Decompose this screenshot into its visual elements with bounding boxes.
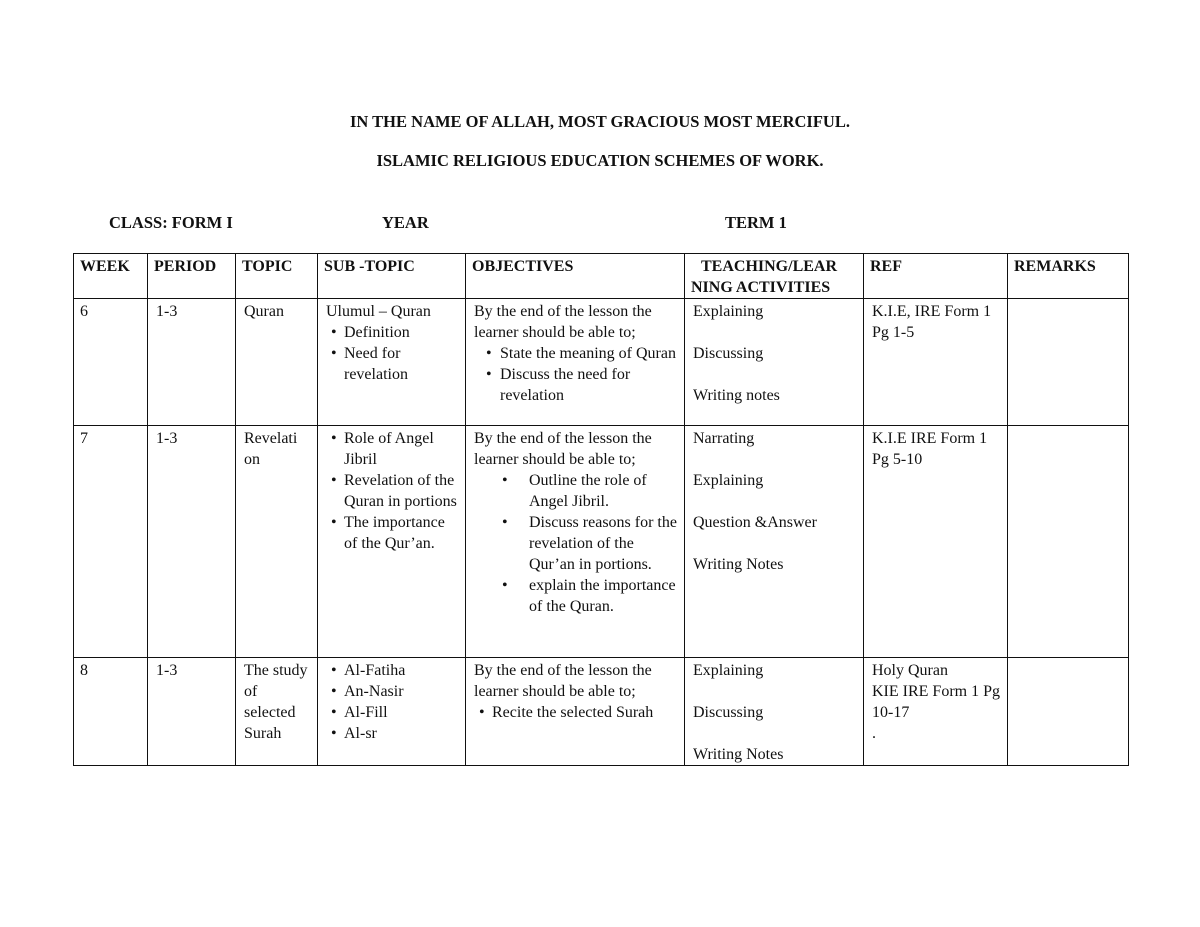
table-row — [74, 299, 1129, 426]
cell-period: 1-3 — [148, 658, 236, 766]
list-item: • Al-sr — [326, 723, 459, 744]
activity-item: Discussing — [693, 704, 764, 721]
list-item: • Definition — [326, 322, 459, 343]
cell-period: 1-3 — [148, 426, 236, 658]
objectives-intro: By the end of the lesson the learner should be able to; — [474, 430, 652, 468]
list-item: • Revelation of the Quran in portions — [326, 470, 459, 512]
header-topic: TOPIC — [236, 254, 318, 299]
activity-item: Question &Answer — [693, 514, 817, 531]
header-period: PERIOD — [148, 254, 236, 299]
cell-period: 1-3 — [148, 299, 236, 426]
sub-topic-list — [326, 660, 459, 744]
activity-item: Explaining — [693, 472, 764, 489]
cell-week: 7 — [74, 426, 148, 658]
list-item: • Role of Angel Jibril — [326, 428, 459, 470]
cell-ref — [864, 658, 1008, 766]
sub-topic-list — [326, 428, 459, 554]
cell-activities — [685, 426, 864, 658]
list-item: • explain the importance of the Quran. — [474, 575, 678, 617]
ref-line: KIE IRE Form 1 Pg 10-17 — [872, 683, 1000, 721]
cell-remarks — [1008, 299, 1129, 426]
objectives-list — [474, 343, 678, 406]
header-week: WEEK — [74, 254, 148, 299]
ref-line: Holy Quran — [872, 662, 948, 679]
header-teaching-line-1: TEACHING/LEAR — [701, 258, 838, 275]
list-item: • Discuss reasons for the revelation of the Qur’an in portions. — [474, 512, 678, 575]
list-item: • An-Nasir — [326, 681, 459, 702]
objectives-intro: By the end of the lesson the learner should be able to; — [474, 662, 652, 700]
list-item: • Outline the role of Angel Jibril. — [474, 470, 678, 512]
activity-item: Writing notes — [693, 387, 780, 404]
cell-objectives — [466, 299, 685, 426]
cell-topic: Revelati on — [236, 426, 318, 658]
class-label: CLASS: FORM I — [109, 213, 233, 232]
cell-activities — [685, 299, 864, 426]
cell-week: 6 — [74, 299, 148, 426]
activity-item: Writing Notes — [693, 746, 784, 763]
cell-ref: K.I.E, IRE Form 1 Pg 1-5 — [864, 299, 1008, 426]
list-item: • Al-Fill — [326, 702, 459, 723]
activity-item: Explaining — [693, 303, 764, 320]
header-teaching-activities — [685, 254, 864, 299]
list-item: • State the meaning of Quran — [474, 343, 678, 364]
cell-topic: Quran — [236, 299, 318, 426]
activity-item: Narrating — [693, 430, 755, 447]
cell-activities — [685, 658, 864, 766]
table-row — [74, 658, 1129, 766]
document-heading-1: IN THE NAME OF ALLAH, MOST GRACIOUS MOST MERCIFUL. — [350, 112, 850, 131]
list-item: • Recite the selected Surah — [474, 702, 678, 723]
cell-objectives — [466, 426, 685, 658]
objectives-list — [474, 702, 678, 723]
header-objectives: OBJECTIVES — [466, 254, 685, 299]
objectives-list — [474, 470, 678, 617]
activity-item: Writing Notes — [693, 556, 784, 573]
sub-topic-list — [326, 322, 459, 385]
scheme-of-work-table — [73, 253, 1129, 766]
table-row — [74, 426, 1129, 658]
cell-sub-topic — [318, 658, 466, 766]
term-label: TERM 1 — [725, 213, 787, 232]
cell-remarks — [1008, 426, 1129, 658]
cell-objectives — [466, 658, 685, 766]
cell-week: 8 — [74, 658, 148, 766]
header-ref: REF — [864, 254, 1008, 299]
header-sub-topic: SUB -TOPIC — [318, 254, 466, 299]
header-teaching-line-2: NING ACTIVITIES — [691, 279, 831, 296]
document-title: ISLAMIC RELIGIOUS EDUCATION SCHEMES OF WORK. — [376, 151, 824, 170]
cell-sub-topic — [318, 426, 466, 658]
activity-item: Explaining — [693, 662, 764, 679]
cell-remarks — [1008, 658, 1129, 766]
list-item: • The importance of the Qur’an. — [326, 512, 459, 554]
year-label: YEAR — [382, 213, 429, 232]
activity-item: Discussing — [693, 345, 764, 362]
list-item: • Discuss the need for revelation — [474, 364, 678, 406]
cell-sub-topic — [318, 299, 466, 426]
header-remarks: REMARKS — [1008, 254, 1129, 299]
sub-topic-intro: Ulumul – Quran — [326, 303, 431, 320]
cell-topic: The study of selected Surah — [236, 658, 318, 766]
cell-ref: K.I.E IRE Form 1 Pg 5-10 — [864, 426, 1008, 658]
list-item: • Al-Fatiha — [326, 660, 459, 681]
objectives-intro: By the end of the lesson the learner should be able to; — [474, 303, 652, 341]
table-header-row — [74, 254, 1129, 299]
list-item: • Need for revelation — [326, 343, 459, 385]
ref-line: . — [872, 725, 876, 742]
